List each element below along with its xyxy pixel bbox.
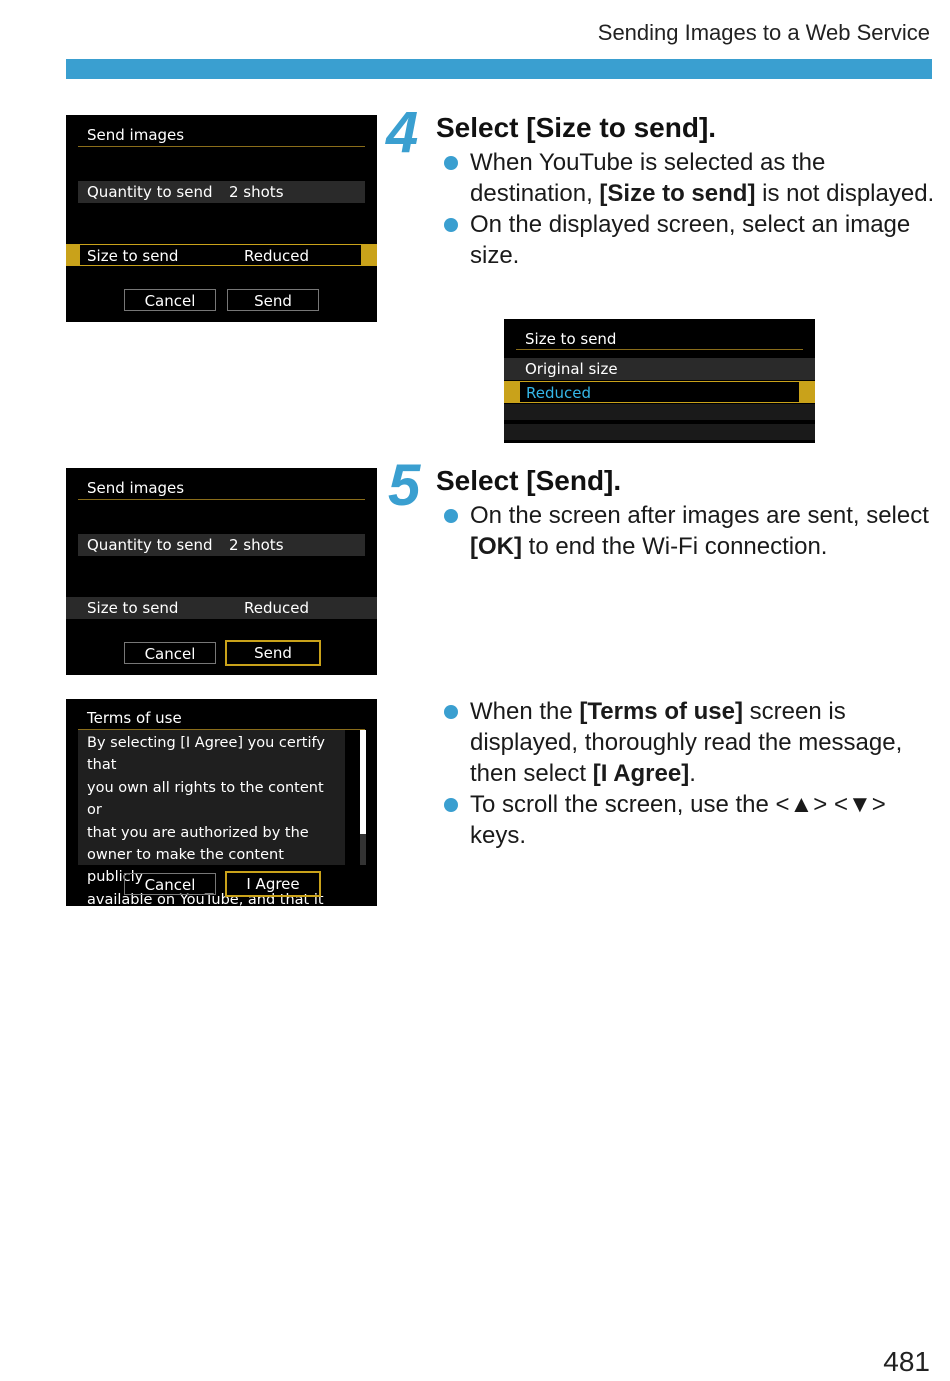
step-number-4: 4 — [386, 100, 419, 165]
send-button[interactable]: Send — [225, 640, 321, 666]
screen-title: Size to send — [525, 330, 617, 348]
quantity-label: Quantity to send — [87, 183, 213, 201]
option-reduced-selected[interactable]: Reduced — [504, 381, 815, 403]
cancel-button[interactable]: Cancel — [124, 642, 216, 664]
screen-title: Send images — [87, 126, 185, 144]
size-value: Reduced — [244, 599, 310, 617]
quantity-row — [78, 534, 365, 556]
terms-bullet-2: To scroll the screen, use the <▲> <▼> keys. — [442, 789, 942, 851]
title-rule — [78, 146, 365, 147]
step-5-title: Select [Send]. — [436, 465, 622, 496]
quantity-value: 2 shots — [229, 183, 284, 201]
terms-bullets — [442, 696, 942, 851]
size-value: Reduced — [244, 247, 310, 265]
size-to-send-screen — [504, 319, 815, 443]
step-5-bullet-1: On the screen after images are sent, select [OK] to end the Wi-Fi connection. — [442, 500, 942, 562]
step-number-5: 5 — [388, 453, 421, 518]
running-header: Sending Images to a Web Service — [597, 20, 930, 45]
terms-bullet-1: When the [Terms of use] screen is displayed, thoroughly read the message, then select [I Agree]. — [442, 696, 942, 789]
size-row-selected[interactable] — [66, 244, 377, 266]
step-4-bullets — [442, 147, 942, 271]
step-5-bullets — [442, 500, 942, 562]
step-4-bullet-1: When YouTube is selected as the destination, [Size to send] is not displayed. — [442, 147, 942, 209]
bullet-dot-icon — [444, 218, 458, 232]
quantity-row — [78, 181, 365, 203]
send-button[interactable]: Send — [227, 289, 319, 311]
title-rule — [78, 499, 365, 500]
size-label: Size to send — [87, 247, 179, 265]
terms-of-use-screen — [66, 699, 377, 931]
up-arrow-icon: ▲ — [789, 791, 814, 818]
bullet-dot-icon — [444, 705, 458, 719]
option-empty-2 — [504, 424, 815, 440]
down-arrow-icon: ▼ — [847, 791, 872, 818]
size-label: Size to send — [87, 599, 179, 617]
screen-title: Terms of use — [87, 709, 182, 727]
bullet-dot-icon — [444, 156, 458, 170]
option-original-size[interactable]: Original size — [504, 358, 815, 380]
option-empty-1 — [504, 404, 815, 420]
i-agree-button[interactable]: I Agree — [225, 871, 321, 897]
scrollbar[interactable] — [360, 730, 366, 865]
step-4-bullet-2: On the displayed screen, select an image size. — [442, 209, 942, 271]
scrollbar-thumb[interactable] — [360, 730, 366, 834]
terms-body-text: By selecting [I Agree] you certify that you own all rights to the content or that you are authorized by the owner to make the content publicly available on YouTube, and that it otherwise complies with the — [78, 730, 345, 865]
cancel-button[interactable]: Cancel — [124, 873, 216, 895]
cancel-button[interactable]: Cancel — [124, 289, 216, 311]
screen-title: Send images — [87, 479, 185, 497]
send-images-screen-2 — [66, 468, 377, 675]
bullet-dot-icon — [444, 509, 458, 523]
title-rule — [516, 349, 803, 350]
quantity-label: Quantity to send — [87, 536, 213, 554]
size-row[interactable] — [66, 597, 377, 619]
send-images-screen-1 — [66, 115, 377, 322]
bullet-dot-icon — [444, 798, 458, 812]
quantity-value: 2 shots — [229, 536, 284, 554]
header-bar — [66, 59, 932, 79]
step-4-title: Select [Size to send]. — [436, 112, 717, 143]
page-number: 481 — [883, 1346, 930, 1377]
